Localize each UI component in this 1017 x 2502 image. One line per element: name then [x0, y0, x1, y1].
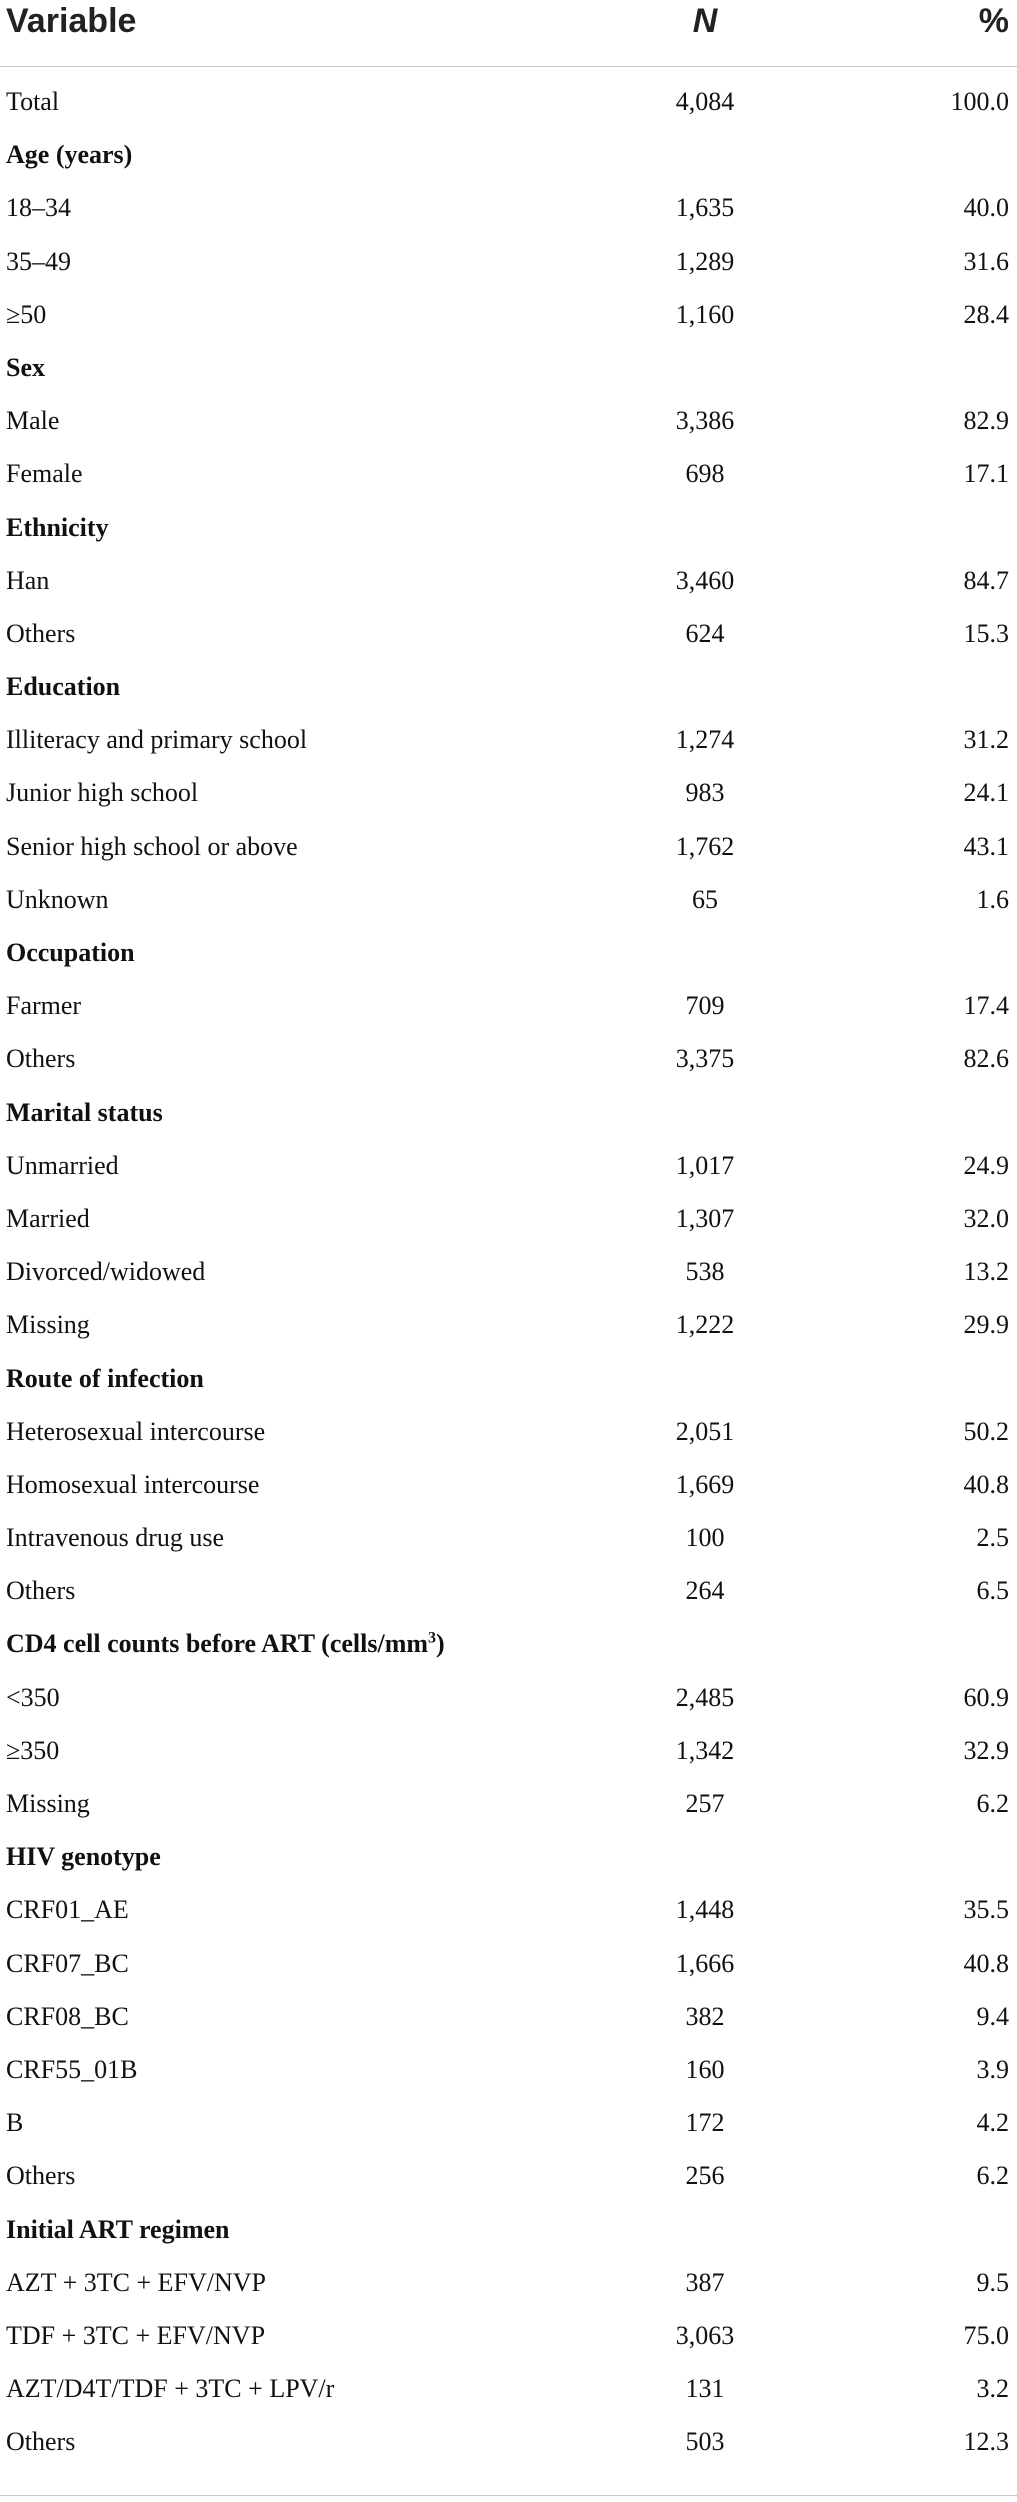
- label-text: AZT + 3TC + EFV/NVP: [6, 2267, 266, 2297]
- cell-n: 1,289: [675, 246, 735, 276]
- table-row: [0, 1032, 1017, 1085]
- table-row: [0, 2043, 1017, 2096]
- cell-n: 257: [685, 1789, 725, 1818]
- cell-n: 2,051: [675, 1416, 735, 1446]
- label-text: Others: [6, 618, 76, 648]
- cell-n: 382: [685, 2001, 725, 2031]
- row-label: [6, 181, 71, 234]
- cell-n: 1,666: [675, 1948, 735, 1978]
- table-body: [0, 75, 1017, 2468]
- cell-n: 1,274: [675, 725, 735, 755]
- cell-n: 983: [685, 778, 725, 808]
- label-text: Farmer: [6, 991, 82, 1021]
- label-text: CD4 cell counts before ART (cells/mm: [6, 1629, 429, 1659]
- table-row: [0, 1458, 1017, 1511]
- row-label: [6, 873, 109, 926]
- label-text: Junior high school: [6, 778, 199, 808]
- cell-n: 1,635: [675, 193, 735, 223]
- cell-n: 698: [685, 459, 725, 489]
- section-header-row: [0, 1830, 1017, 1883]
- section-header-row: [0, 341, 1017, 394]
- row-label: [6, 1883, 129, 1936]
- label-suffix: ): [436, 1629, 445, 1659]
- table-row: [0, 607, 1017, 660]
- label-superscript: 3: [428, 1629, 437, 1647]
- label-text: Han: [6, 565, 50, 595]
- cell-percent: 31.6: [963, 246, 1009, 276]
- row-label: [6, 75, 59, 128]
- label-text: 35–49: [6, 246, 71, 276]
- label-text: Intravenous drug use: [6, 1523, 225, 1553]
- row-label: [6, 1405, 265, 1458]
- label-text: Others: [6, 2427, 76, 2457]
- cell-percent: 12.3: [963, 2427, 1009, 2457]
- row-label: [6, 820, 298, 873]
- label-text: Missing: [6, 1789, 90, 1818]
- cell-percent: 82.9: [963, 406, 1009, 436]
- section-label: [6, 1352, 204, 1405]
- cell-percent: 24.1: [963, 778, 1009, 808]
- table-row: [0, 1671, 1017, 1724]
- table-row: [0, 181, 1017, 234]
- cell-percent: 40.8: [963, 1469, 1009, 1499]
- row-label: [6, 554, 49, 607]
- table-row: [0, 394, 1017, 447]
- label-text: CRF07_BC: [6, 1948, 129, 1978]
- label-text: Marital status: [6, 1097, 163, 1127]
- row-label: [6, 1192, 90, 1245]
- section-label: [6, 341, 45, 394]
- label-text: B: [6, 2108, 24, 2138]
- label-text: Education: [6, 672, 121, 702]
- table-row: [0, 1937, 1017, 1990]
- section-header-row: [0, 1086, 1017, 1139]
- table-row: [0, 2149, 1017, 2202]
- row-label: [6, 2043, 138, 2096]
- cell-percent: 1.6: [976, 884, 1009, 914]
- row-label: [6, 2096, 23, 2149]
- label-text: CRF55_01B: [6, 2054, 138, 2084]
- cell-n: 160: [685, 2054, 725, 2084]
- cell-percent: 3.2: [976, 2374, 1009, 2404]
- row-label: [6, 1139, 119, 1192]
- row-label: [6, 1298, 90, 1351]
- section-label: [6, 926, 135, 979]
- label-text: Occupation: [6, 938, 135, 967]
- section-label: [6, 2203, 229, 2256]
- label-text: Age (years): [6, 140, 133, 170]
- cell-percent: 9.4: [976, 2001, 1009, 2031]
- label-text: AZT/D4T/TDF + 3TC + LPV/r: [6, 2374, 335, 2404]
- table-row: [0, 766, 1017, 819]
- cell-n: 172: [685, 2108, 725, 2138]
- row-label: [6, 1032, 75, 1085]
- cell-n: 1,669: [675, 1469, 735, 1499]
- cell-percent: 6.2: [976, 2161, 1009, 2191]
- cell-percent: 24.9: [963, 1150, 1009, 1180]
- label-text: Heterosexual intercourse: [6, 1416, 266, 1446]
- table-bottom-rule: [0, 2495, 1017, 2496]
- label-text: Total: [6, 87, 60, 116]
- section-header-row: [0, 2203, 1017, 2256]
- cell-percent: 32.0: [963, 1203, 1009, 1233]
- table-row: [0, 1724, 1017, 1777]
- table-row: [0, 1245, 1017, 1298]
- table-row: [0, 1192, 1017, 1245]
- cell-n: 709: [685, 991, 725, 1021]
- section-header-row: [0, 660, 1017, 713]
- cell-percent: 3.9: [976, 2054, 1009, 2084]
- label-text: Others: [6, 1044, 76, 1074]
- row-label: [6, 1245, 205, 1298]
- table-header: [0, 0, 1017, 67]
- label-text: Unmarried: [6, 1150, 119, 1180]
- cell-percent: 4.2: [976, 2108, 1009, 2138]
- label-text: Unknown: [6, 884, 109, 914]
- label-text: Married: [6, 1203, 90, 1233]
- label-text: Homosexual intercourse: [6, 1469, 260, 1499]
- section-header-row: [0, 128, 1017, 181]
- cell-n: 3,063: [675, 2320, 735, 2350]
- table-row: [0, 2415, 1017, 2468]
- row-label: [6, 1990, 129, 2043]
- label-text: Initial ART regimen: [6, 2214, 230, 2244]
- label-text: 18–34: [6, 193, 71, 223]
- row-label: [6, 2415, 75, 2468]
- table-row: [0, 1883, 1017, 1936]
- label-text: Others: [6, 2161, 76, 2191]
- label-text: CRF01_AE: [6, 1895, 129, 1925]
- table-row: [0, 447, 1017, 500]
- table-row: [0, 1564, 1017, 1617]
- cell-percent: 43.1: [963, 831, 1009, 861]
- cell-n: 387: [685, 2267, 725, 2297]
- label-text: Sex: [6, 352, 45, 382]
- cell-percent: 82.6: [963, 1044, 1009, 1074]
- cell-percent: 2.5: [976, 1523, 1009, 1553]
- cell-percent: 28.4: [963, 299, 1009, 329]
- section-header-row: [0, 1617, 1017, 1670]
- cell-percent: 100.0: [950, 87, 1009, 116]
- row-label: [6, 713, 307, 766]
- row-label: [6, 607, 75, 660]
- cell-n: 256: [685, 2161, 725, 2191]
- row-label: [6, 1777, 90, 1830]
- cell-percent: 35.5: [963, 1895, 1009, 1925]
- section-label: [6, 1086, 163, 1139]
- table-row: [0, 1298, 1017, 1351]
- cell-n: 538: [685, 1257, 725, 1287]
- cell-percent: 17.1: [963, 459, 1009, 489]
- cell-n: 2,485: [675, 1682, 735, 1712]
- table-row: [0, 1139, 1017, 1192]
- cell-n: 131: [685, 2374, 725, 2404]
- section-label: [6, 128, 132, 181]
- table-row: [0, 2362, 1017, 2415]
- row-label: [6, 1564, 75, 1617]
- header-n: N: [692, 2, 718, 40]
- row-label: [6, 394, 59, 447]
- label-text: Senior high school or above: [6, 831, 298, 861]
- header-percent: %: [978, 2, 1009, 40]
- label-text: Divorced/widowed: [6, 1257, 206, 1287]
- label-text: Others: [6, 1576, 76, 1606]
- table-row: [0, 979, 1017, 1032]
- cell-n: 264: [685, 1576, 725, 1606]
- section-label: [6, 501, 109, 554]
- label-text: ≥50: [6, 299, 47, 329]
- table-row: [0, 1777, 1017, 1830]
- cell-percent: 17.4: [963, 991, 1009, 1021]
- cell-percent: 84.7: [963, 565, 1009, 595]
- row-label: [6, 447, 83, 500]
- section-label: [6, 660, 120, 713]
- cell-n: 3,386: [675, 406, 735, 436]
- cell-n: 100: [685, 1523, 725, 1553]
- label-text: Ethnicity: [6, 512, 109, 542]
- row-label: [6, 2362, 334, 2415]
- table-row: [0, 2309, 1017, 2362]
- table-row: [0, 235, 1017, 288]
- cell-percent: 32.9: [963, 1735, 1009, 1765]
- label-text: Missing: [6, 1310, 90, 1340]
- header-variable: Variable: [6, 2, 137, 40]
- section-label: [6, 1830, 161, 1883]
- row-label: [6, 1724, 59, 1777]
- table-row: [0, 288, 1017, 341]
- row-label: [6, 235, 71, 288]
- table-row: [0, 2256, 1017, 2309]
- cell-percent: 9.5: [976, 2267, 1009, 2297]
- cell-n: 1,342: [675, 1735, 735, 1765]
- section-header-row: [0, 501, 1017, 554]
- cell-percent: 75.0: [963, 2320, 1009, 2350]
- label-text: <350: [6, 1682, 60, 1712]
- label-text: Route of infection: [6, 1363, 204, 1393]
- cell-n: 1,307: [675, 1203, 735, 1233]
- label-text: Illiteracy and primary school: [6, 725, 308, 755]
- table-row: [0, 1405, 1017, 1458]
- cell-n: 1,017: [675, 1150, 735, 1180]
- row-label: [6, 1671, 60, 1724]
- row-label: [6, 2149, 75, 2202]
- row-label: [6, 288, 46, 341]
- cell-n: 1,160: [675, 299, 735, 329]
- table-row: [0, 1990, 1017, 2043]
- cell-n: 1,762: [675, 831, 735, 861]
- section-header-row: [0, 926, 1017, 979]
- table-row: [0, 1511, 1017, 1564]
- section-header-row: [0, 1352, 1017, 1405]
- table-row: [0, 2096, 1017, 2149]
- cell-percent: 50.2: [963, 1416, 1009, 1446]
- cell-n: 1,222: [675, 1310, 735, 1340]
- row-label: [6, 1458, 259, 1511]
- row-label: [6, 1937, 129, 1990]
- cell-n: 624: [685, 618, 725, 648]
- cell-n: 1,448: [675, 1895, 735, 1925]
- cell-n: 4,084: [675, 87, 735, 116]
- table-row: [0, 713, 1017, 766]
- table-row: [0, 820, 1017, 873]
- cell-percent: 6.5: [976, 1576, 1009, 1606]
- cell-n: 3,375: [675, 1044, 735, 1074]
- row-label: [6, 2256, 266, 2309]
- label-text: Female: [6, 459, 83, 489]
- cell-n: 65: [692, 884, 718, 914]
- cell-percent: 40.8: [963, 1948, 1009, 1978]
- table-row: [0, 554, 1017, 607]
- row-label: [6, 766, 198, 819]
- cell-percent: 31.2: [963, 725, 1009, 755]
- label-text: HIV genotype: [6, 1842, 161, 1872]
- label-text: Male: [6, 406, 60, 436]
- cell-percent: 60.9: [963, 1682, 1009, 1712]
- label-text: CRF08_BC: [6, 2001, 129, 2031]
- cell-percent: 40.0: [963, 193, 1009, 223]
- cell-percent: 6.2: [976, 1789, 1009, 1818]
- cell-percent: 13.2: [963, 1257, 1009, 1287]
- cell-percent: 29.9: [963, 1310, 1009, 1340]
- cell-n: 503: [685, 2427, 725, 2457]
- row-label: [6, 2309, 265, 2362]
- section-label: [6, 1617, 445, 1670]
- cell-n: 3,460: [675, 565, 735, 595]
- table-row: [0, 75, 1017, 128]
- cell-percent: 15.3: [963, 618, 1009, 648]
- table-row: [0, 873, 1017, 926]
- label-text: TDF + 3TC + EFV/NVP: [6, 2320, 266, 2350]
- label-text: ≥350: [6, 1735, 60, 1765]
- row-label: [6, 979, 81, 1032]
- row-label: [6, 1511, 224, 1564]
